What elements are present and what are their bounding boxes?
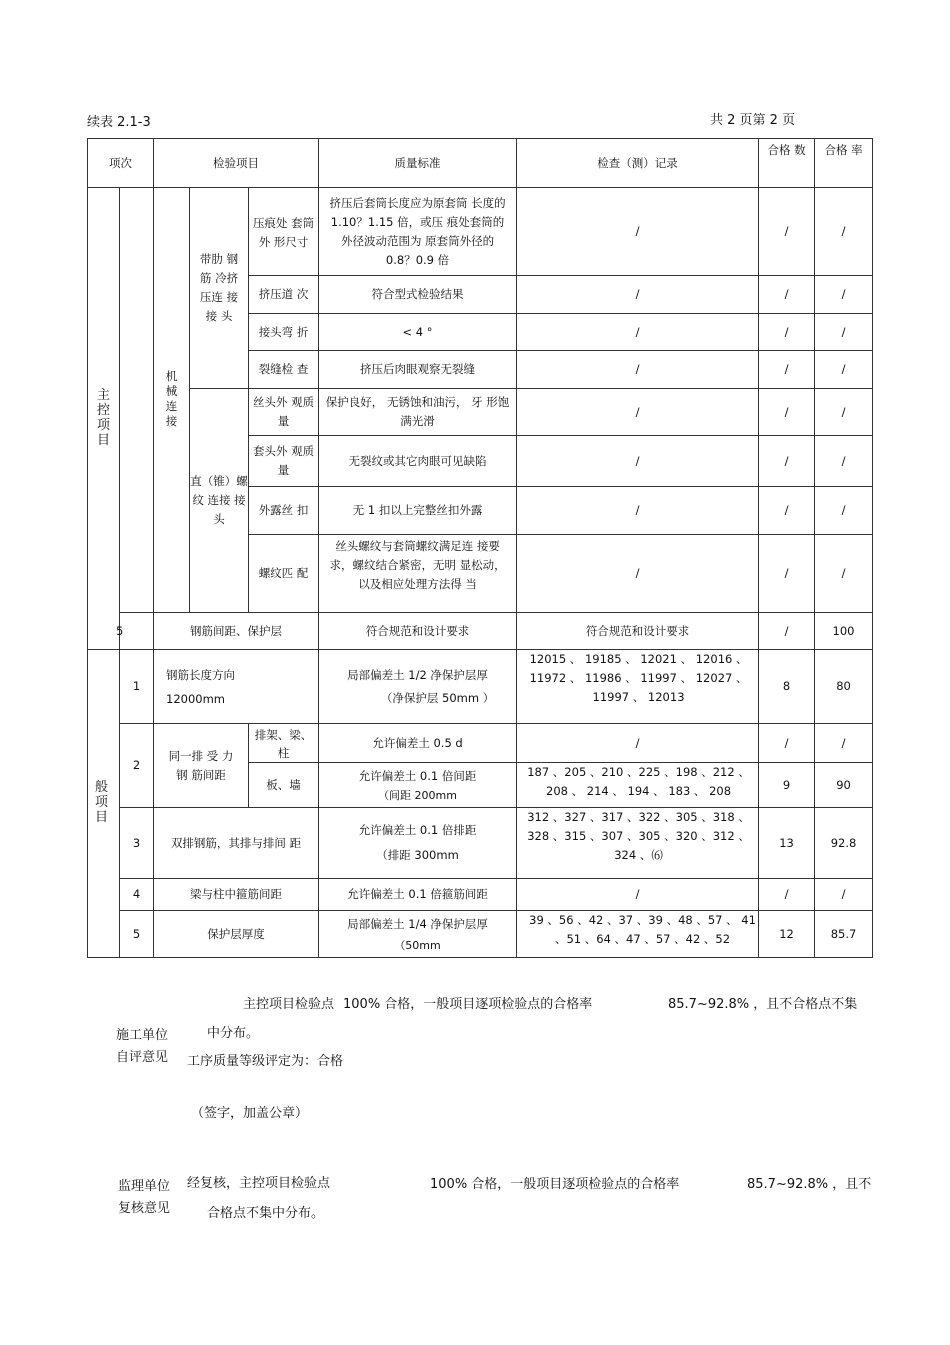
- standard-text: 保护良好， 无锈蚀和油污， 牙 形饱满光滑: [319, 389, 517, 436]
- record-value: /: [517, 535, 759, 613]
- rate-value: 80: [815, 650, 873, 724]
- standard-text: 允许偏差土 0.5 d: [319, 724, 517, 763]
- item-thread-appearance: 丝头外 观质量: [249, 389, 319, 436]
- item-spacing-cover: 钢筋间距、保护层: [154, 613, 319, 650]
- construction-unit-label: 施工单位: [116, 1028, 169, 1043]
- record-value: /: [517, 351, 759, 389]
- rate-value: /: [815, 724, 873, 763]
- col-item-no: 项次: [88, 139, 154, 188]
- table-row: [88, 650, 873, 724]
- count-value: /: [759, 276, 815, 314]
- standard-text: 挤压后肉眼观察无裂缝: [319, 351, 517, 389]
- mechanical-connection-label: 机 械 连 接: [154, 188, 190, 613]
- main-control-label: 主 控 项 目: [88, 188, 120, 650]
- table-row: [88, 724, 873, 763]
- construction-opinion-line2: 中分布。: [207, 1026, 260, 1041]
- col-pass-count: 合格 数: [759, 139, 815, 188]
- record-value: 187 、205 、210 、225 、198 、212 、 208 、 214 、 194 、 183 、 208: [517, 763, 759, 808]
- table-row: [88, 613, 873, 650]
- construction-grade: 工序质量等级评定为：合格: [187, 1054, 344, 1069]
- rate-value: 90: [815, 763, 873, 808]
- count-value: /: [759, 389, 815, 436]
- cold-extrusion-label: 带肋 钢 筋 冷挤 压连 接 接 头: [190, 188, 249, 389]
- record-value: /: [517, 276, 759, 314]
- count-value: /: [759, 535, 815, 613]
- count-value: /: [759, 314, 815, 351]
- threaded-connection-label: 直（锥）螺 纹 连接 接 头: [190, 389, 249, 613]
- item-length-direction: 钢筋长度方向 12000mm: [154, 650, 319, 724]
- row-number: 4: [120, 879, 154, 911]
- rate-value: /: [815, 879, 873, 911]
- sub-item-slab-wall: 板、墙: [249, 763, 319, 808]
- record-value: /: [517, 879, 759, 911]
- row-number: 5: [120, 911, 154, 958]
- standard-text: 局部偏差土 1/2 净保护层厚 （净保护层 50mm ）: [319, 650, 517, 724]
- rate-value: /: [815, 188, 873, 276]
- supervision-opinion-line1-c: 85.7~92.8% ，且不: [747, 1177, 872, 1192]
- construction-opinion-line1-c: 85.7~92.8% ，且不合格点不集: [668, 997, 858, 1012]
- col-pass-rate: 合格 率: [815, 139, 873, 188]
- standard-text: 无 1 扣以上完整丝扣外露: [319, 487, 517, 535]
- rate-value: /: [815, 487, 873, 535]
- count-value: /: [759, 613, 815, 650]
- record-value: 39 、56 、42 、37 、39 、48 、57 、 41 、51 、64 、47 、57 、42 、52: [517, 911, 759, 958]
- count-value: /: [759, 879, 815, 911]
- table-row: [88, 808, 873, 879]
- col-record: 检查（测）记录: [517, 139, 759, 188]
- record-value: /: [517, 314, 759, 351]
- count-value: 12: [759, 911, 815, 958]
- construction-opinion-label: 自评意见: [116, 1050, 169, 1065]
- rate-value: /: [815, 276, 873, 314]
- supervision-opinion-line1-a: 经复核，主控项目检验点: [187, 1176, 331, 1191]
- sub-item-frame: 排架、梁、 柱: [249, 724, 319, 763]
- standard-text: 允许偏差土 0.1 倍排距 （排距 300mm: [319, 808, 517, 879]
- count-value: /: [759, 188, 815, 276]
- table-row: [88, 879, 873, 911]
- count-value: 8: [759, 650, 815, 724]
- row-number: 2: [120, 724, 154, 808]
- standard-text: 挤压后套筒长度应为原套筒 长度的 1.10？1.15 倍，或压 痕处套筒的外径波动范围为 原套筒外径的 0.8？0.9 倍: [319, 188, 517, 276]
- rate-value: /: [815, 389, 873, 436]
- standard-text: 符合型式检验结果: [319, 276, 517, 314]
- construction-opinion-line1-b: 100% 合格，一般项目逐项检验点的合格率: [343, 997, 593, 1012]
- record-value: /: [517, 487, 759, 535]
- rate-value: /: [815, 314, 873, 351]
- standard-text: 允许偏差土 0.1 倍箍筋间距: [319, 879, 517, 911]
- supervision-opinion-line1-b: 100% 合格，一般项目逐项检验点的合格率: [430, 1177, 680, 1192]
- table-row: [88, 911, 873, 958]
- item-thread-match: 螺纹匹 配: [249, 535, 319, 613]
- record-value: /: [517, 436, 759, 487]
- item-stirrup-spacing: 梁与柱中箍筋间距: [154, 879, 319, 911]
- count-value: /: [759, 351, 815, 389]
- standard-text: 允许偏差土 0.1 倍间距 （间距 200mm: [319, 763, 517, 808]
- standard-text: < 4 °: [319, 314, 517, 351]
- page-info: 共 2 页第 2 页: [710, 113, 796, 128]
- header-row: [88, 139, 873, 188]
- item-extrusion-passes: 挤压道 次: [249, 276, 319, 314]
- row-number: 3: [120, 808, 154, 879]
- record-value: /: [517, 389, 759, 436]
- row-number: 5: [116, 613, 150, 650]
- count-value: /: [759, 724, 815, 763]
- rate-value: 100: [815, 613, 873, 650]
- rate-value: 85.7: [815, 911, 873, 958]
- item-joint-bend: 接头弯 折: [249, 314, 319, 351]
- record-value: 12015 、 19185 、 12021 、 12016 、 11972 、 11986 、 11997 、 12027 、 11997 、 12013: [517, 650, 759, 724]
- count-value: 13: [759, 808, 815, 879]
- record-value: /: [517, 188, 759, 276]
- table-row: [88, 389, 873, 436]
- inspection-table: [87, 138, 873, 958]
- standard-text: 符合规范和设计要求: [319, 613, 517, 650]
- count-value: /: [759, 436, 815, 487]
- rate-value: /: [815, 535, 873, 613]
- main-control-blank: [120, 188, 154, 613]
- item-double-row: 双排钢筋，其排与排间 距: [154, 808, 319, 879]
- count-value: /: [759, 487, 815, 535]
- standard-text: 丝头螺纹与套筒螺纹满足连 接要求，螺纹结合紧密，无明 显松动，以及相应处理方法得 当: [319, 535, 517, 613]
- item-bar-spacing: 同一排 受 力钢 筋间距: [154, 724, 249, 808]
- construction-sign: （签字，加盖公章）: [191, 1106, 309, 1121]
- record-value: 符合规范和设计要求: [517, 613, 759, 650]
- general-label: 般 项 目: [88, 650, 120, 958]
- table-row: [88, 188, 873, 276]
- count-value: 9: [759, 763, 815, 808]
- col-inspection-item: 检验项目: [154, 139, 319, 188]
- item-exposed-thread: 外露丝 扣: [249, 487, 319, 535]
- table-number: 续表 2.1-3: [87, 115, 151, 130]
- rate-value: /: [815, 351, 873, 389]
- col-quality-standard: 质量标准: [319, 139, 517, 188]
- supervision-opinion-line2: 合格点不集中分布。: [207, 1206, 325, 1221]
- standard-text: 局部偏差土 1/4 净保护层厚 （50mm: [319, 911, 517, 958]
- supervision-unit-label: 监理单位: [118, 1179, 171, 1194]
- standard-text: 无裂纹或其它肉眼可见缺陷: [319, 436, 517, 487]
- record-value: 312 、327 、317 、322 、305 、318 、 328 、315 、307 、305 、320 、312 、 324 、⑹: [517, 808, 759, 879]
- item-indent-size: 压痕处 套筒 外 形尺寸: [249, 188, 319, 276]
- rate-value: /: [815, 436, 873, 487]
- item-crack-check: 裂缝检 查: [249, 351, 319, 389]
- item-sleeve-appearance: 套头外 观质量: [249, 436, 319, 487]
- supervision-opinion-label: 复核意见: [118, 1201, 171, 1216]
- construction-opinion-line1-a: 主控项目检验点: [243, 997, 335, 1012]
- rate-value: 92.8: [815, 808, 873, 879]
- item-cover-thickness: 保护层厚度: [154, 911, 319, 958]
- record-value: /: [517, 724, 759, 763]
- row-number: 1: [120, 650, 154, 724]
